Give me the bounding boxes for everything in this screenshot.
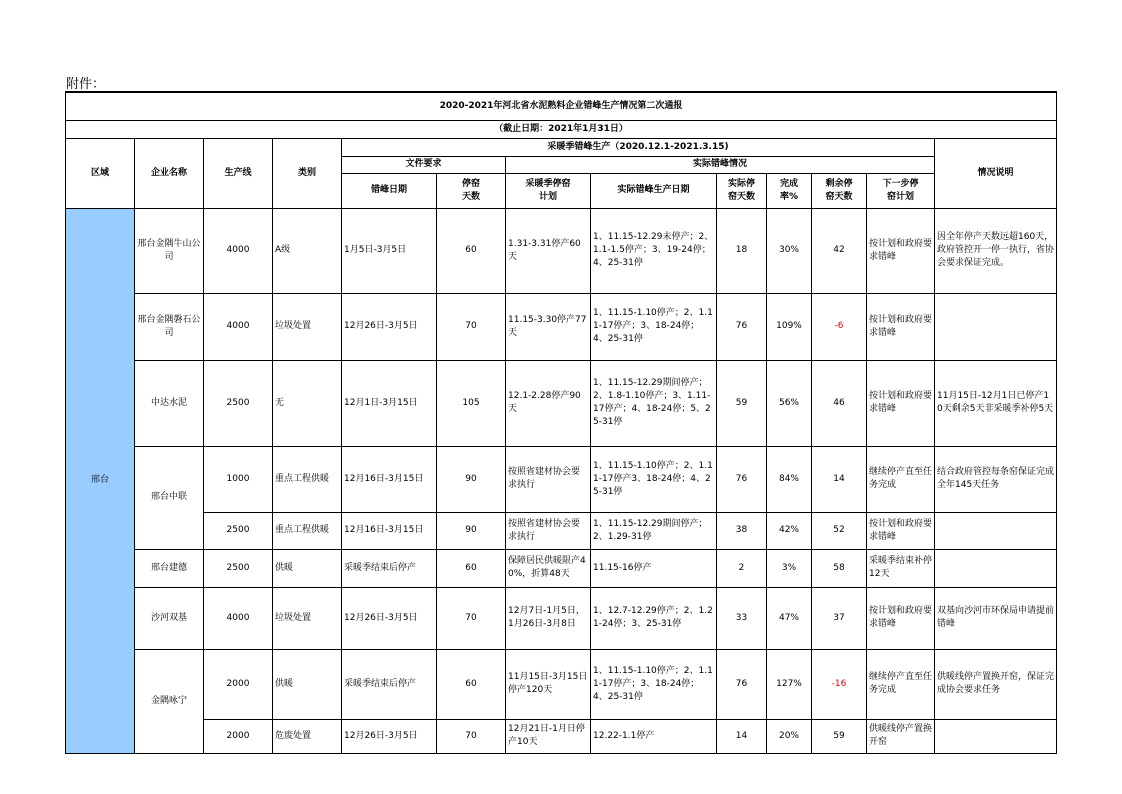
days-cell: 60: [437, 549, 506, 587]
days-cell: 90: [437, 512, 506, 549]
category-cell: 无: [273, 360, 342, 446]
actual-days-cell: 14: [717, 719, 767, 753]
actual-date-cell: 1、11.15-1.10停产；2、1.11-17停产3、18-24停；4、25-31停: [591, 446, 717, 512]
days-cell: 70: [437, 719, 506, 753]
rate-cell: 42%: [767, 512, 812, 549]
actual-date-cell: 1、11.15-12.29期间停产；2、1.29-31停: [591, 512, 717, 549]
actual-days-cell: 59: [717, 360, 767, 446]
remain-cell: 46: [812, 360, 867, 446]
rate-cell: 109%: [767, 293, 812, 360]
date-cell: 12月26日-3月5日: [342, 719, 437, 753]
date-cell: 12月16日-3月15日: [342, 446, 437, 512]
header-stop-days: 停窑 天数: [437, 173, 506, 208]
category-cell: 供暖: [273, 649, 342, 719]
plan-cell: 12月7日-1月5日，1月26日-3月8日: [506, 587, 591, 649]
note-cell: [935, 719, 1057, 753]
plan-cell: 11月15日-3月15日停产120天: [506, 649, 591, 719]
actual-date-cell: 1、11.15-12.29期间停产；2、1.8-1.10停产；3、1.11-17停产；4、18-24停；5、25-31停: [591, 360, 717, 446]
category-cell: 危废处置: [273, 719, 342, 753]
company-cell: 邢台建德: [135, 549, 204, 587]
table-row: [66, 208, 1057, 293]
date-cell: 采暖季结束后停产: [342, 649, 437, 719]
actual-date-cell: 1、11.15-1.10停产；2、1.11-17停产；3、18-24停；4、25-31停: [591, 293, 717, 360]
header-next: 下一步停 窑计划: [867, 173, 935, 208]
line-cell: 4000: [204, 587, 273, 649]
remain-cell: 37: [812, 587, 867, 649]
line-cell: 1000: [204, 446, 273, 512]
line-cell: 4000: [204, 208, 273, 293]
plan-cell: 按照省建材协会要求执行: [506, 446, 591, 512]
header-company: 企业名称: [135, 138, 204, 208]
days-cell: 105: [437, 360, 506, 446]
region-cell: 邢台: [66, 208, 135, 753]
note-cell: [935, 293, 1057, 360]
report-table: [65, 91, 1057, 754]
header-heating-season: 采暖季错峰生产（2020.12.1-2021.3.15): [342, 138, 935, 156]
table-row: [66, 587, 1057, 649]
date-cell: 12月26日-3月5日: [342, 587, 437, 649]
days-cell: 90: [437, 446, 506, 512]
actual-days-cell: 76: [717, 446, 767, 512]
note-cell: [935, 512, 1057, 549]
plan-cell: 保障居民供暖限产40%，折算48天: [506, 549, 591, 587]
plan-cell: 12月21日-1月日停产10天: [506, 719, 591, 753]
table-row: [66, 293, 1057, 360]
table-row: [66, 360, 1057, 446]
note-cell: 双基向沙河市环保局申请提前错峰: [935, 587, 1057, 649]
category-cell: 重点工程供暖: [273, 512, 342, 549]
rate-cell: 84%: [767, 446, 812, 512]
line-cell: 4000: [204, 293, 273, 360]
remain-cell: 14: [812, 446, 867, 512]
actual-days-cell: 76: [717, 293, 767, 360]
line-cell: 2500: [204, 360, 273, 446]
company-cell: 沙河双基: [135, 587, 204, 649]
next-cell: 按计划和政府要求错峰: [867, 360, 935, 446]
rate-cell: 47%: [767, 587, 812, 649]
line-cell: 2500: [204, 512, 273, 549]
actual-days-cell: 38: [717, 512, 767, 549]
plan-cell: 12.1-2.28停产90天: [506, 360, 591, 446]
note-cell: 因全年停产天数远超160天，政府管控开一停一执行，省协会要求保证完成。: [935, 208, 1057, 293]
header-line: 生产线: [204, 138, 273, 208]
date-cell: 采暖季结束后停产: [342, 549, 437, 587]
actual-date-cell: 12.22-1.1停产: [591, 719, 717, 753]
actual-date-cell: 1、11.15-12.29未停产；2、1.1-1.5停产；3、19-24停；4、25-31停: [591, 208, 717, 293]
note-cell: 11月15日-12月1日已停产10天剩余5天非采暖季补停5天: [935, 360, 1057, 446]
note-cell: [935, 549, 1057, 587]
header-actual: 实际错峰情况: [506, 156, 935, 173]
actual-date-cell: 1、11.15-1.10停产；2、1.11-17停产；3、18-24停；4、25-31停: [591, 649, 717, 719]
remain-cell: -6: [812, 293, 867, 360]
next-cell: 按计划和政府要求错峰: [867, 293, 935, 360]
attachment-label: 附件：: [66, 77, 106, 92]
rate-cell: 20%: [767, 719, 812, 753]
remain-cell: -16: [812, 649, 867, 719]
company-cell: 邢台中联: [135, 446, 204, 549]
table-row: [66, 549, 1057, 587]
category-cell: 供暖: [273, 549, 342, 587]
plan-cell: 按照省建材协会要求执行: [506, 512, 591, 549]
next-cell: 按计划和政府要求错峰: [867, 208, 935, 293]
date-cell: 12月26日-3月5日: [342, 293, 437, 360]
header-notes: 情况说明: [935, 138, 1057, 208]
remain-cell: 42: [812, 208, 867, 293]
header-peak-date: 错峰日期: [342, 173, 437, 208]
header-region: 区域: [66, 138, 135, 208]
table-row: [66, 446, 1057, 512]
actual-date-cell: 11.15-16停产: [591, 549, 717, 587]
next-cell: 采暖季结束补停12天: [867, 549, 935, 587]
plan-cell: 11.15-3.30停产77天: [506, 293, 591, 360]
next-cell: 继续停产直至任务完成: [867, 446, 935, 512]
line-cell: 2500: [204, 549, 273, 587]
category-cell: 垃圾处置: [273, 587, 342, 649]
company-cell: 中达水泥: [135, 360, 204, 446]
header-actual-days: 实际停 窑天数: [717, 173, 767, 208]
table-row: [66, 719, 1057, 753]
actual-days-cell: 2: [717, 549, 767, 587]
actual-days-cell: 76: [717, 649, 767, 719]
actual-date-cell: 1、12.7-12.29停产；2、1.21-24停；3、25-31停: [591, 587, 717, 649]
company-cell: 邢台金隅磐石公司: [135, 293, 204, 360]
header-category: 类别: [273, 138, 342, 208]
report-subtitle: （截止日期：2021年1月31日）: [66, 120, 1057, 138]
category-cell: 垃圾处置: [273, 293, 342, 360]
next-cell: 供暖线停产置换开窑: [867, 719, 935, 753]
header-remain: 剩余停 窑天数: [812, 173, 867, 208]
days-cell: 60: [437, 208, 506, 293]
next-cell: 按计划和政府要求错峰: [867, 587, 935, 649]
line-cell: 2000: [204, 649, 273, 719]
remain-cell: 59: [812, 719, 867, 753]
days-cell: 70: [437, 587, 506, 649]
note-cell: 结合政府管控每条窑保证完成全年145天任务: [935, 446, 1057, 512]
category-cell: A级: [273, 208, 342, 293]
days-cell: 70: [437, 293, 506, 360]
header-doc-req: 文件要求: [342, 156, 506, 173]
rate-cell: 30%: [767, 208, 812, 293]
rate-cell: 127%: [767, 649, 812, 719]
actual-days-cell: 33: [717, 587, 767, 649]
header-rate: 完成 率%: [767, 173, 812, 208]
next-cell: 继续停产直至任务完成: [867, 649, 935, 719]
header-plan: 采暖季停窑 计划: [506, 173, 591, 208]
date-cell: 12月1日-3月15日: [342, 360, 437, 446]
date-cell: 12月16日-3月15日: [342, 512, 437, 549]
rate-cell: 3%: [767, 549, 812, 587]
report-title: 2020-2021年河北省水泥熟料企业错峰生产情况第二次通报: [66, 92, 1057, 120]
remain-cell: 58: [812, 549, 867, 587]
date-cell: 1月5日-3月5日: [342, 208, 437, 293]
line-cell: 2000: [204, 719, 273, 753]
company-cell: 邢台金隅牛山公司: [135, 208, 204, 293]
header-actual-date: 实际错峰生产日期: [591, 173, 717, 208]
company-cell: 金隅咏宁: [135, 649, 204, 753]
next-cell: 按计划和政府要求错峰: [867, 512, 935, 549]
days-cell: 60: [437, 649, 506, 719]
note-cell: 供暖线停产置换开窑，保证完成协会要求任务: [935, 649, 1057, 719]
category-cell: 重点工程供暖: [273, 446, 342, 512]
table-row: [66, 649, 1057, 719]
remain-cell: 52: [812, 512, 867, 549]
table-row: [66, 512, 1057, 549]
plan-cell: 1.31-3.31停产60天: [506, 208, 591, 293]
actual-days-cell: 18: [717, 208, 767, 293]
rate-cell: 56%: [767, 360, 812, 446]
